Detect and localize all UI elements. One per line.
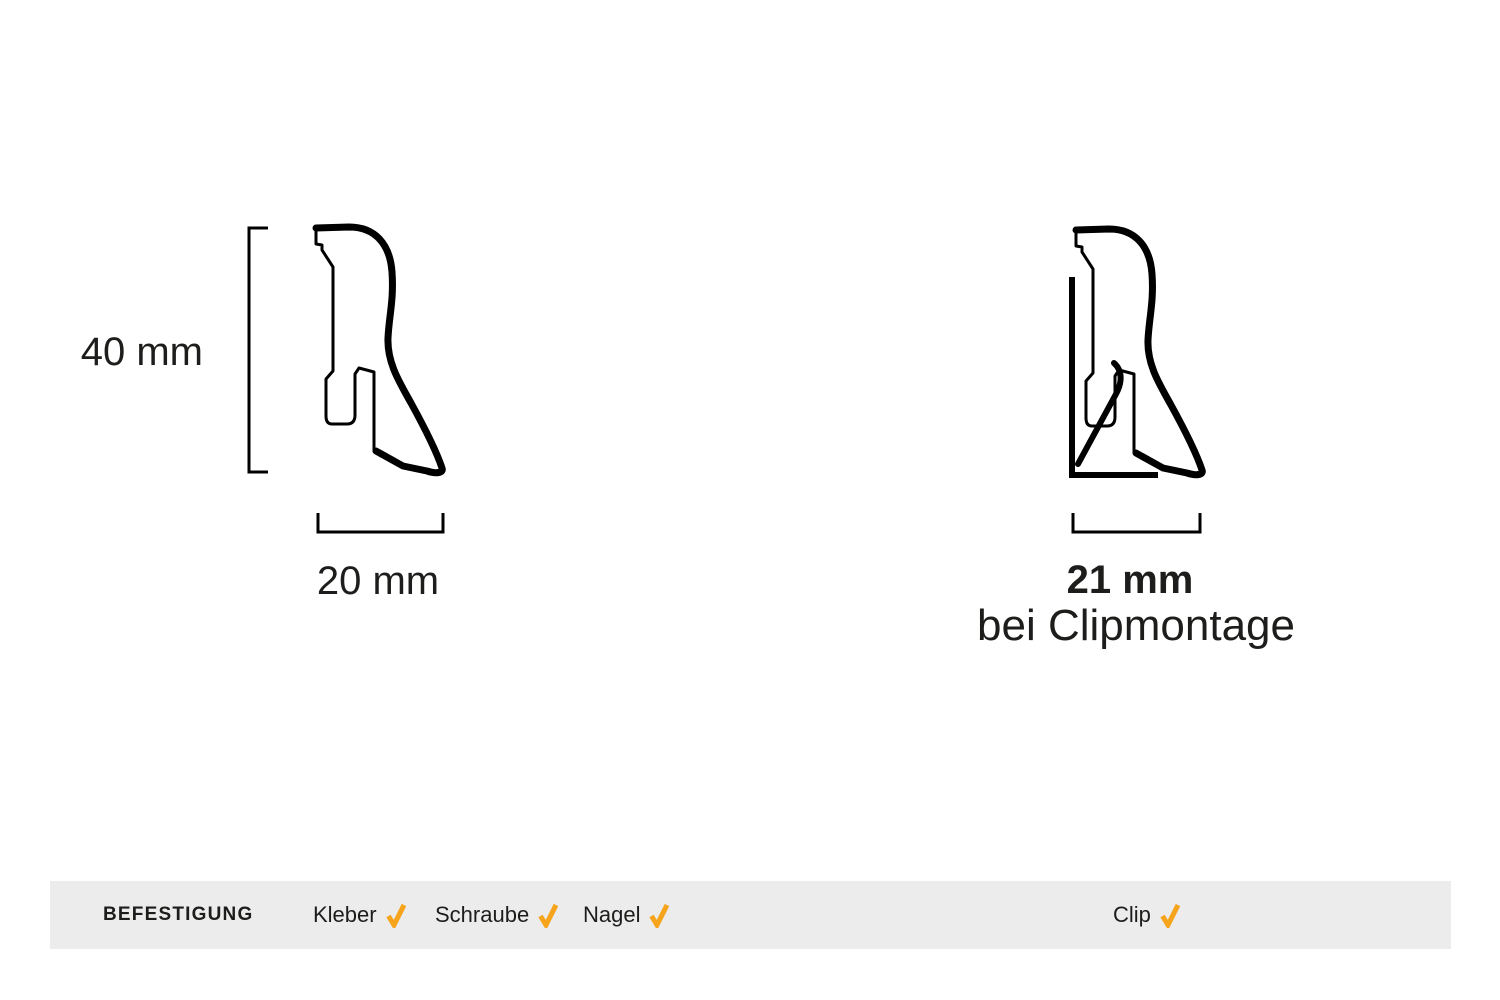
width-measure-bracket xyxy=(318,513,443,532)
height-measure-bracket xyxy=(249,228,268,472)
check-icon xyxy=(649,902,669,928)
clip-width-dimension-label: 21 mm xyxy=(1066,558,1194,602)
fastening-option-label: Nagel xyxy=(583,902,641,927)
width-dimension-label: 20 mm xyxy=(316,559,440,603)
check-icon xyxy=(386,902,406,928)
height-dimension-label: 40 mm xyxy=(80,330,203,374)
fastening-option-label: Schraube xyxy=(435,902,530,927)
fastening-option-kleber xyxy=(313,902,406,928)
fastening-option-nagel xyxy=(583,902,669,928)
fastening-option-label: Kleber xyxy=(313,902,377,927)
clip-mounting-caption: bei Clipmontage xyxy=(977,601,1295,650)
clip-width-measure-bracket xyxy=(1073,513,1200,532)
fastening-option-label: Clip xyxy=(1113,902,1151,927)
check-icon xyxy=(1160,902,1180,928)
profile-cross-section-right xyxy=(1072,229,1202,532)
profile-cross-section-left xyxy=(249,227,443,532)
fastening-option-schraube xyxy=(435,902,558,928)
fastening-options-bar xyxy=(50,881,1451,949)
check-icon xyxy=(538,902,558,928)
fastening-option-clip xyxy=(1113,902,1180,928)
fastening-bar-title: BEFESTIGUNG xyxy=(103,904,254,925)
